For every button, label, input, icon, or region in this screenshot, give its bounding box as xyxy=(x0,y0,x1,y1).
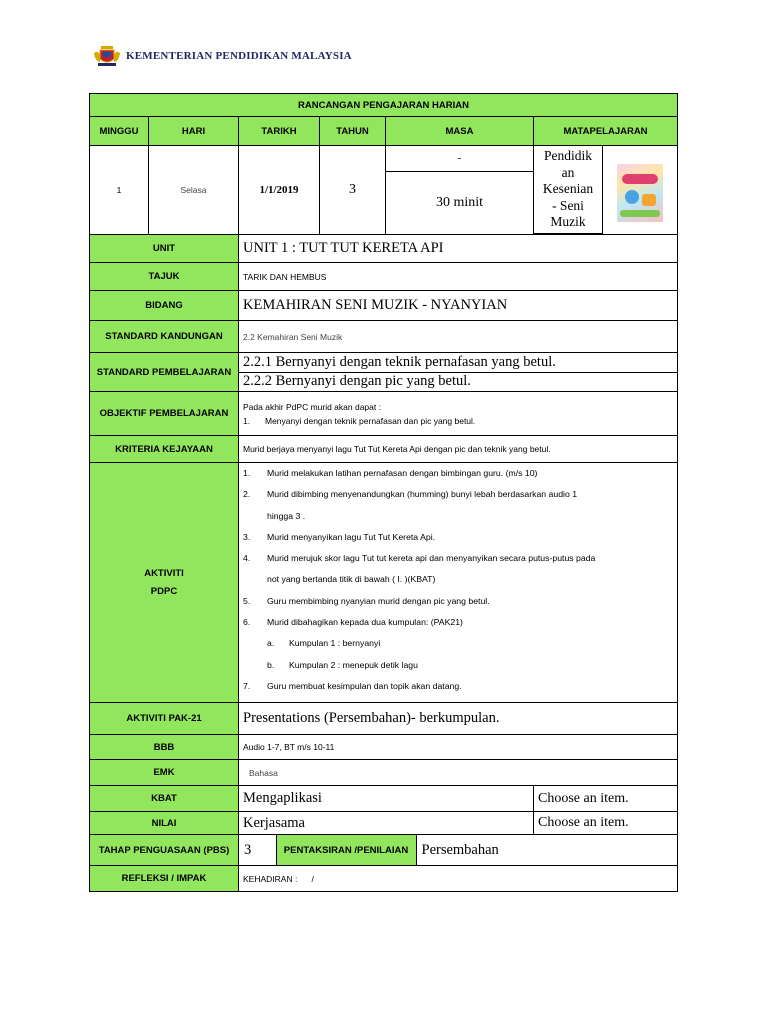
textbook-cover-image xyxy=(617,164,663,222)
kbat-choice-dropdown[interactable]: Choose an item. xyxy=(534,786,678,812)
bbb-value[interactable]: Audio 1-7, BT m/s 10-11 xyxy=(239,735,678,760)
standard-kandungan-value[interactable]: 2.2 Kemahiran Seni Muzik xyxy=(239,321,678,353)
aktiviti-pak21-label: AKTIVITI PAK-21 xyxy=(90,703,239,735)
objektif-item xyxy=(243,414,673,428)
col-header-minggu: MINGGU xyxy=(90,117,149,146)
unit-label: UNIT xyxy=(90,235,239,263)
masa-top-value[interactable]: - xyxy=(386,146,533,171)
kriteria-label: KRITERIA KEJAYAAN xyxy=(90,436,239,463)
ministry-crest-logo xyxy=(92,44,122,68)
kbat-value[interactable]: Mengaplikasi xyxy=(239,786,534,812)
aktiviti-label xyxy=(90,463,239,703)
ministry-name: KEMENTERIAN PENDIDIKAN MALAYSIA xyxy=(126,50,352,62)
aktiviti-item: 2. Murid dibimbing menyenandungkan (humming) bunyi lebah berdasarkan audio 1 xyxy=(243,489,578,500)
hari-value[interactable]: Selasa xyxy=(149,146,239,235)
daily-lesson-plan-table xyxy=(89,93,678,892)
aktiviti-item: 5. Guru membimbing nyanyian murid dengan pic yang betul. xyxy=(243,595,490,606)
aktiviti-label-line-1: AKTIVITI xyxy=(144,568,184,579)
aktiviti-pak21-value[interactable]: Presentations (Persembahan)- berkumpulan. xyxy=(239,703,678,735)
pentaksiran-value[interactable]: Persembahan xyxy=(421,841,499,858)
col-header-hari: HARI xyxy=(149,117,239,146)
standard-pembelajaran-line-1[interactable]: 2.2.1 Bernyanyi dengan teknik pernafasan yang betul. xyxy=(239,353,677,372)
refleksi-value[interactable]: KEHADIRAN : / xyxy=(239,866,678,892)
subject-line: an xyxy=(561,164,575,180)
objektif-item-text: Menyanyi dengan teknik pernafasan dan pic yang betul. xyxy=(265,415,476,426)
nilai-value[interactable]: Kerjasama xyxy=(239,812,534,835)
aktiviti-item: hingga 3 . xyxy=(267,510,306,521)
tajuk-value[interactable]: TARIK DAN HEMBUS xyxy=(239,263,678,291)
aktiviti-label-line-2: PDPC xyxy=(150,586,178,597)
objektif-label: OBJEKTIF PEMBELAJARAN xyxy=(90,392,239,436)
kbat-label: KBAT xyxy=(90,786,239,812)
col-header-tahun: TAHUN xyxy=(320,117,386,146)
kriteria-value[interactable]: Murid berjaya menyanyi lagu Tut Tut Kereta Api dengan pic dan teknik yang betul. xyxy=(239,436,678,463)
col-header-tarikh: TARIKH xyxy=(239,117,320,146)
col-header-matapelajaran: MATAPELAJARAN xyxy=(534,117,678,146)
subject-line: Pendidik xyxy=(543,148,592,164)
aktiviti-item: 4. Murid merujuk skor lagu Tut tut kereta api dan menyanyikan secara putus-putus pada xyxy=(243,553,596,564)
bbb-label: BBB xyxy=(90,735,239,760)
nilai-label: NILAI xyxy=(90,812,239,835)
bidang-label: BIDANG xyxy=(90,291,239,321)
objektif-value[interactable] xyxy=(239,392,678,436)
subject-value[interactable] xyxy=(534,146,603,234)
aktiviti-subitem: b. Kumpulan 2 : menepuk detik lagu xyxy=(267,659,418,670)
subject-line: Muzik xyxy=(550,214,586,230)
plan-title: RANCANGAN PENGAJARAN HARIAN xyxy=(90,94,678,117)
bidang-value[interactable]: KEMAHIRAN SENI MUZIK - NYANYIAN xyxy=(239,291,678,321)
minggu-value[interactable]: 1 xyxy=(90,146,149,235)
subject-line: Kesenian xyxy=(542,181,594,197)
subject-line: - Seni xyxy=(552,197,584,213)
objektif-intro: Pada akhir PdPC murid akan dapat : xyxy=(243,401,381,412)
aktiviti-item: 7. Guru membuat kesimpulan dan topik akan datang. xyxy=(243,680,462,691)
aktiviti-value[interactable] xyxy=(239,463,678,703)
ministry-header xyxy=(92,42,352,70)
col-header-masa: MASA xyxy=(386,117,534,146)
aktiviti-item: 1. Murid melakukan latihan pernafasan dengan bimbingan guru. (m/s 10) xyxy=(243,468,538,478)
aktiviti-item: not yang bertanda titik di bawah ( I. )(KBAT) xyxy=(267,574,436,585)
standard-pembelajaran-label: STANDARD PEMBELAJARAN xyxy=(90,353,239,392)
emk-label: EMK xyxy=(90,760,239,786)
standard-kandungan-label: STANDARD KANDUNGAN xyxy=(90,321,239,353)
refleksi-label: REFLEKSI / IMPAK xyxy=(90,866,239,892)
emk-value[interactable]: Bahasa xyxy=(239,760,678,786)
aktiviti-item: 3. Murid menyanyikan lagu Tut Tut Kereta Api. xyxy=(243,531,436,542)
tahap-penguasaan-label: TAHAP PENGUASAAN (PBS) xyxy=(90,835,239,866)
tajuk-label: TAJUK xyxy=(90,263,239,291)
standard-pembelajaran-line-2[interactable]: 2.2.2 Bernyanyi dengan pic yang betul. xyxy=(243,373,471,390)
masa-value[interactable]: 30 minit xyxy=(435,194,484,210)
unit-value[interactable]: UNIT 1 : TUT TUT KERETA API xyxy=(239,235,678,263)
objektif-item-number: 1. xyxy=(243,415,251,426)
tahap-penguasaan-value[interactable]: 3 xyxy=(239,835,276,865)
nilai-choice-dropdown[interactable]: Choose an item. xyxy=(534,812,678,835)
pentaksiran-label: PENTAKSIRAN /PENILAIAN xyxy=(276,835,416,865)
aktiviti-subitem: a. Kumpulan 1 : bernyanyi xyxy=(267,638,381,649)
tarikh-value[interactable]: 1/1/2019 xyxy=(239,146,320,235)
tahun-value[interactable]: 3 xyxy=(320,146,386,235)
aktiviti-item: 6. Murid dibahagikan kepada dua kumpulan: (PAK21) xyxy=(243,617,463,628)
